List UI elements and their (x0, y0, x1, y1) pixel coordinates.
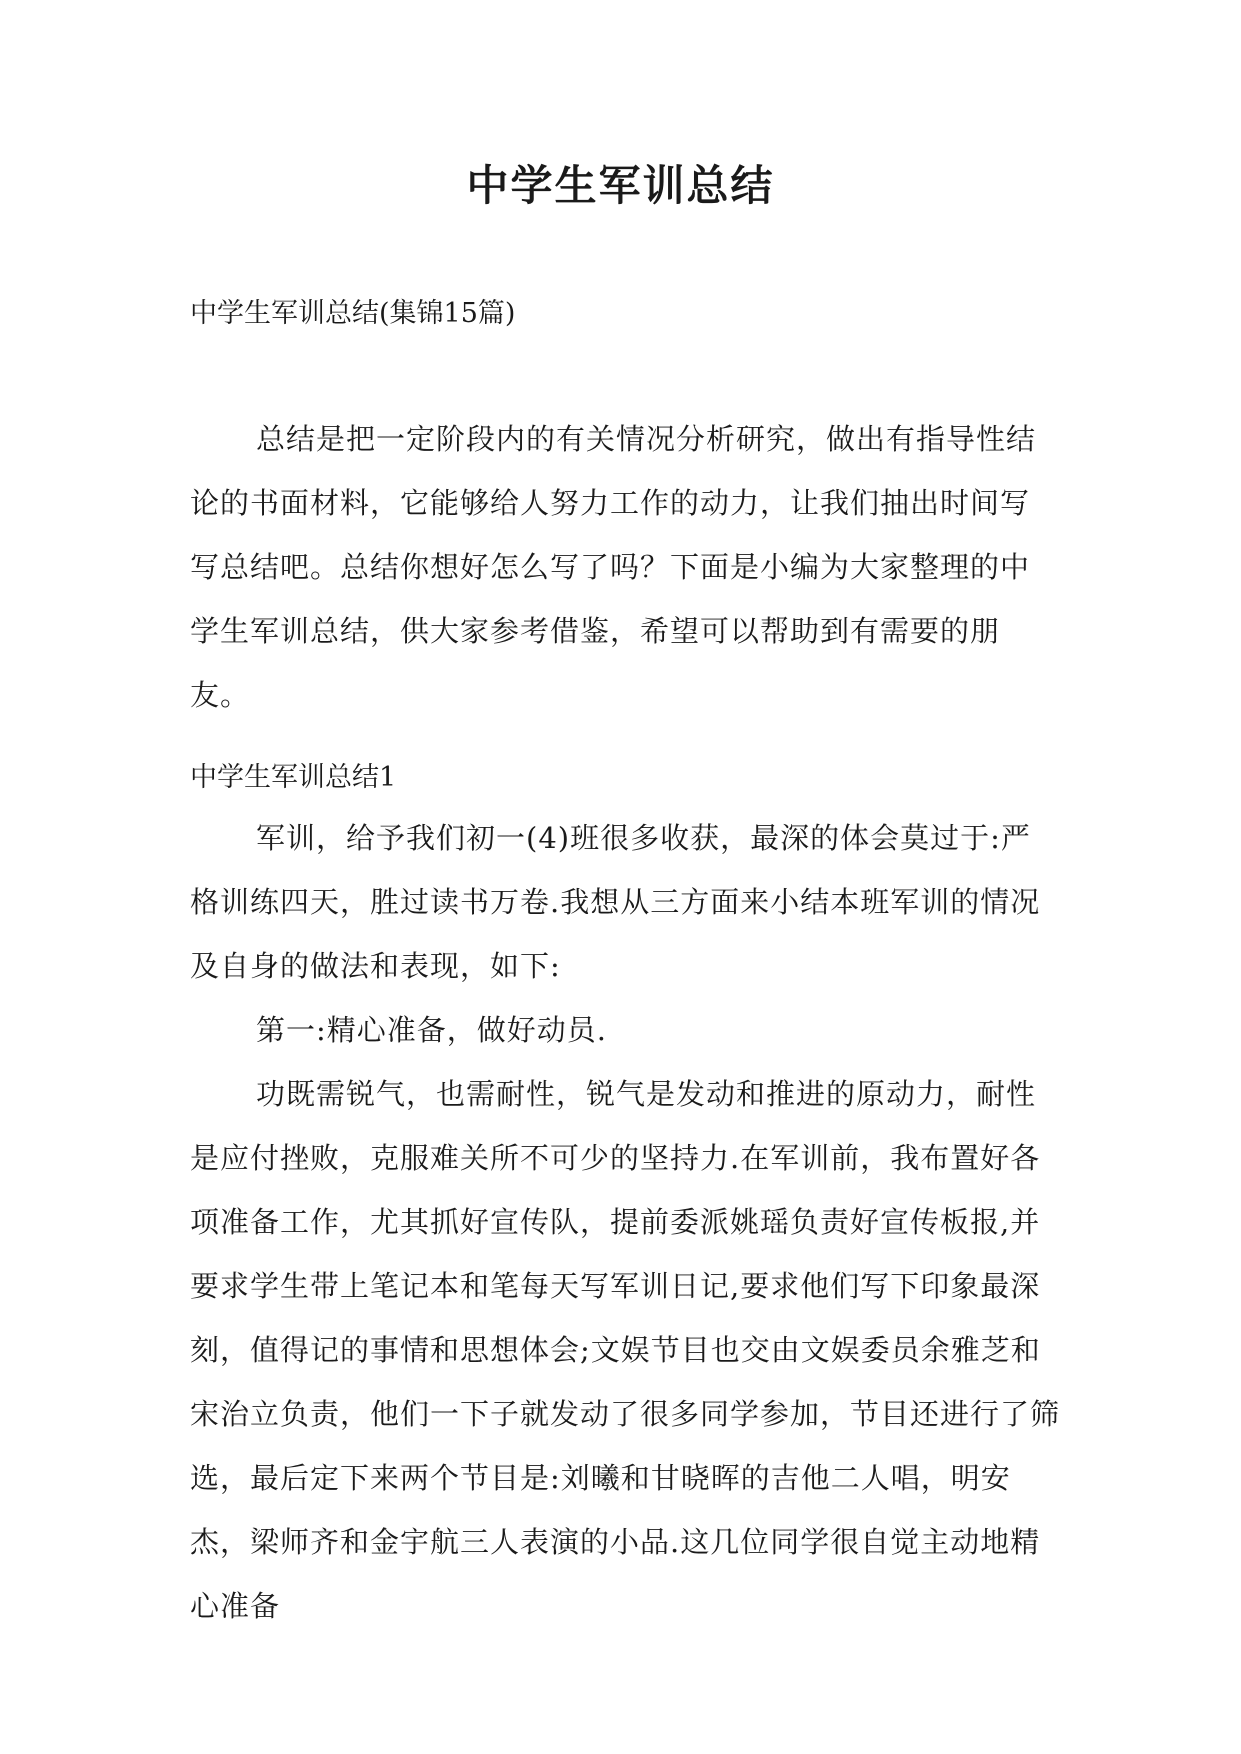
section-heading: 中学生军训总结1 (190, 762, 397, 793)
body-paragraph: 第一:精心准备，做好动员. (256, 1013, 607, 1047)
body-paragraph: 功既需锐气，也需耐性，锐气是发动和推进的原动力，耐性是应付挫败，克服难关所不可少的坚持力.在军训前，我布置好各项准备工作，尤其抓好宣传队，提前委派姚瑶负责好宣传板报,并要求学生带上笔记本和笔每天写军训日记,要求他们写下印象最深刻，值得记的事情和思想体会;文娱节目也交由文娱委员余雅芝和宋治立负责，他们一下子就发动了很多同学参加，节目还进行了筛选，最后定下来两个节目是:刘曦和甘晓晖的吉他二人唱，明安杰，梁师齐和金宇航三人表演的小品.这几位同学很自觉主动地精心准备 (190, 1077, 1061, 1623)
body-paragraph: 军训，给予我们初一(4)班很多收获，最深的体会莫过于:严格训练四天，胜过读书万卷.我想从三方面来小结本班军训的情况及自身的做法和表现，如下: (190, 821, 1041, 983)
intro-paragraph: 总结是把一定阶段内的有关情况分析研究，做出有指导性结论的书面材料，它能够给人努力工作的动力，让我们抽出时间写写总结吧。总结你想好怎么写了吗？下面是小编为大家整理的中学生军训总结，供大家参考借鉴，希望可以帮助到有需要的朋友。 (190, 422, 1037, 712)
document-title: 中学生军训总结 (466, 161, 775, 210)
document-subtitle: 中学生军训总结(集锦15篇) (190, 298, 516, 329)
section-body (190, 806, 1060, 1638)
